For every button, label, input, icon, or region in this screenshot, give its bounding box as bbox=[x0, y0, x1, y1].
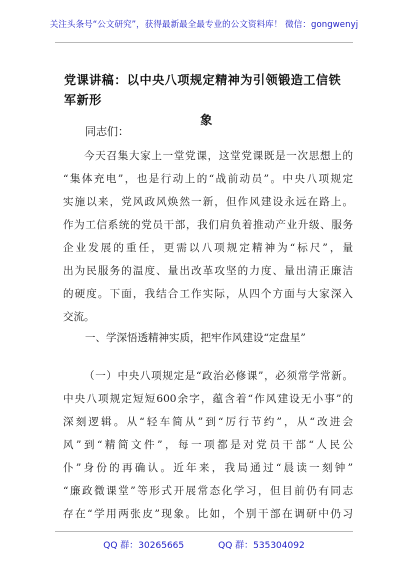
title-line-1: 党课讲稿：以中央八项规定精神为引领锻造工信铁军新形 bbox=[64, 73, 342, 107]
paragraph-line: 企业发展的重任，更需以八项规定精神为“标尺”，量 bbox=[63, 242, 353, 254]
header-divider bbox=[55, 42, 353, 43]
paragraph-line: 深刻逻辑。从“轻车简从”到“厉行节约”，从“改进会 bbox=[63, 416, 353, 428]
header-banner: 关注头条号“公文研究”，获得最新最全最专业的公文资料库！ 微信：gongwenyj bbox=[49, 20, 359, 30]
section-heading-1: 一、学深悟透精神实质，把牢作风建设“定盘星” bbox=[85, 332, 306, 344]
footer-divider bbox=[55, 531, 353, 532]
paragraph-line: 今天召集大家上一堂党课，这堂党课既是一次思想上的 bbox=[84, 150, 353, 162]
footer-qq-group-1: QQ 群：30265665 bbox=[103, 541, 185, 551]
document-title bbox=[64, 70, 349, 130]
paragraph-line: 存在“学用两张皮”现象。比如，个别干部在调研中仍习 bbox=[63, 508, 353, 520]
paragraph-line: （一）中央八项规定是“政治必修课”，必须常学常新。 bbox=[84, 370, 353, 382]
paragraph-line: 的硬度。下面，我结合工作实际，从四个方面与大家深入 bbox=[63, 288, 353, 300]
paragraph-line: 中央八项规定短短600余字，蕴含着“作风建设无小事”的 bbox=[63, 393, 353, 405]
paragraph-line: “廉政微课堂”等形式开展常态化学习，但目前仍有同志 bbox=[63, 485, 353, 497]
paragraph-line: 仆”身份的再确认。近年来，我局通过“晨读一刻钟” bbox=[63, 462, 353, 474]
paragraph-line: 交流。 bbox=[63, 311, 95, 323]
footer bbox=[0, 538, 408, 551]
paragraph-line: 出为民服务的温度、量出改革攻坚的力度、量出清正廉洁 bbox=[63, 265, 353, 277]
footer-qq-group-2: QQ 群：535304092 bbox=[218, 541, 305, 551]
salutation: 同志们： bbox=[85, 125, 129, 138]
paragraph-line: 风”到“精简文件”，每一项都是对党员干部“人民公 bbox=[63, 439, 353, 451]
paragraph-line: 实施以来，党风政风焕然一新，但作风建设永远在路上。 bbox=[63, 196, 353, 208]
paragraph-line: 作为工信系统的党员干部，我们肩负着推动产业升级、服务 bbox=[63, 219, 353, 231]
paragraph-1 bbox=[63, 145, 353, 329]
paragraph-line: “集体充电”，也是行动上的“战前动员”。中央八项规定 bbox=[63, 173, 353, 185]
title-line-2: 象 bbox=[200, 113, 213, 127]
paragraph-2 bbox=[63, 365, 353, 526]
